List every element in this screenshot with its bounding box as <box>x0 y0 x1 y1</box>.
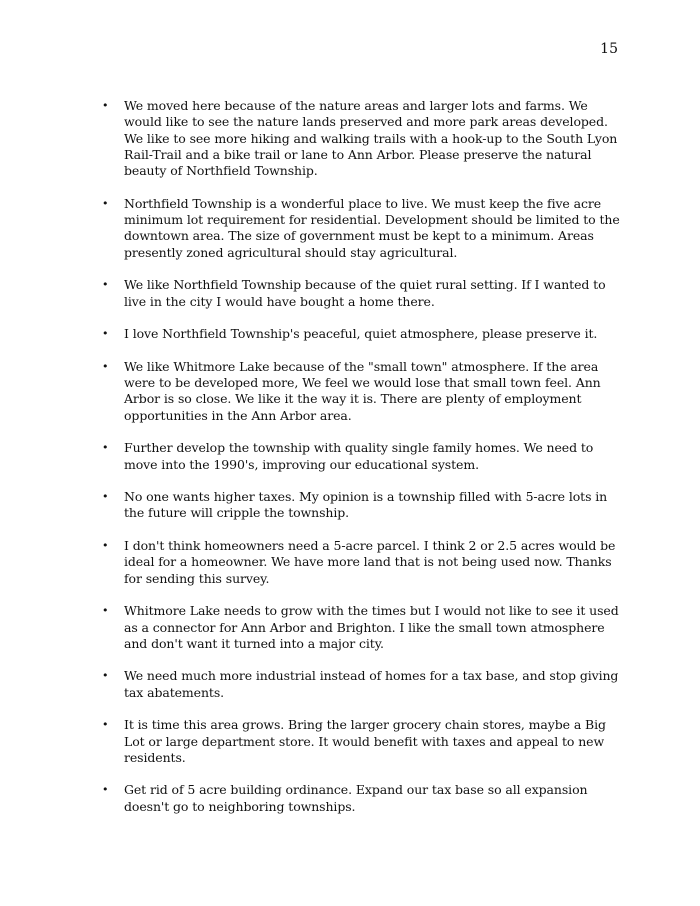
list-item <box>100 196 620 261</box>
bullet-icon: • <box>102 196 109 210</box>
bullet-icon: • <box>102 783 109 797</box>
comment-text: We like Whitmore Lake because of the "small town" atmosphere. If the area were to be developed more, We feel we would lose that small town feel. Ann Arbor is so close. We like it the way it is. There are plenty of employment opportunities in the Ann Arbor area. <box>124 358 601 423</box>
comment-text: We like Northfield Township because of the quiet rural setting. If I wanted to live in the city I would have bought a home there. <box>124 277 606 309</box>
page-number: 15 <box>600 41 618 57</box>
comment-text: It is time this area grows. Bring the larger grocery chain stores, maybe a Big Lot or large department store. It would benefit with taxes and appeal to new residents. <box>124 717 606 765</box>
comment-text: We moved here because of the nature areas and larger lots and farms. We would like to see the nature lands preserved and more park areas developed. We like to see more hiking and walking trails with a hook-up to the South Lyon Rail-Trail and a bike trail or lane to Ann Arbor. Please preserve the natural beauty of Northfield Township. <box>124 98 618 179</box>
bullet-icon: • <box>102 99 109 112</box>
comment-text: We need much more industrial instead of homes for a tax base, and stop giving tax abatements. <box>124 668 619 700</box>
comment-text: Further develop the township with quality single family homes. We need to move into the 1990's, improving our educational system. <box>124 440 594 472</box>
comment-text: I love Northfield Township's peaceful, quiet atmosphere, please preserve it. <box>124 326 598 342</box>
bullet-icon: • <box>102 669 109 683</box>
bullet-icon: • <box>102 490 109 504</box>
list-item <box>100 717 620 766</box>
survey-comments-list <box>100 98 620 831</box>
bullet-icon: • <box>102 539 109 553</box>
list-item <box>100 668 620 701</box>
list-item <box>100 538 620 587</box>
list-item <box>100 326 620 342</box>
list-item <box>100 603 620 652</box>
comment-text: I don't think homeowners need a 5-acre parcel. I think 2 or 2.5 acres would be ideal for a homeowner. We have more land that is not being used now. Thanks for sending this survey. <box>124 538 616 586</box>
bullet-icon: • <box>102 359 109 373</box>
bullet-icon: • <box>102 441 109 455</box>
bullet-icon: • <box>102 327 109 341</box>
bullet-icon: • <box>102 604 109 618</box>
list-item <box>100 782 620 815</box>
comment-text: No one wants higher taxes. My opinion is a township filled with 5-acre lots in the future will cripple the township. <box>124 489 608 521</box>
bullet-icon: • <box>102 718 109 732</box>
bullet-icon: • <box>102 278 109 292</box>
comment-text: Northfield Township is a wonderful place to live. We must keep the five acre minimum lot requirement for residential. Development should be limited to the downtown area. The size of government must be kept to a minimum. Areas presently zoned agricultural should stay agricultural. <box>124 195 620 260</box>
comment-text: Whitmore Lake needs to grow with the times but I would not like to see it used as a connector for Ann Arbor and Brighton. I like the small town atmosphere and don't want it turned into a major city. <box>124 603 619 651</box>
comment-text: Get rid of 5 acre building ordinance. Expand our tax base so all expansion doesn't go to neighboring townships. <box>124 782 588 814</box>
list-item <box>100 98 620 179</box>
list-item <box>100 440 620 473</box>
list-item <box>100 489 620 522</box>
list-item <box>100 359 620 424</box>
list-item <box>100 277 620 310</box>
